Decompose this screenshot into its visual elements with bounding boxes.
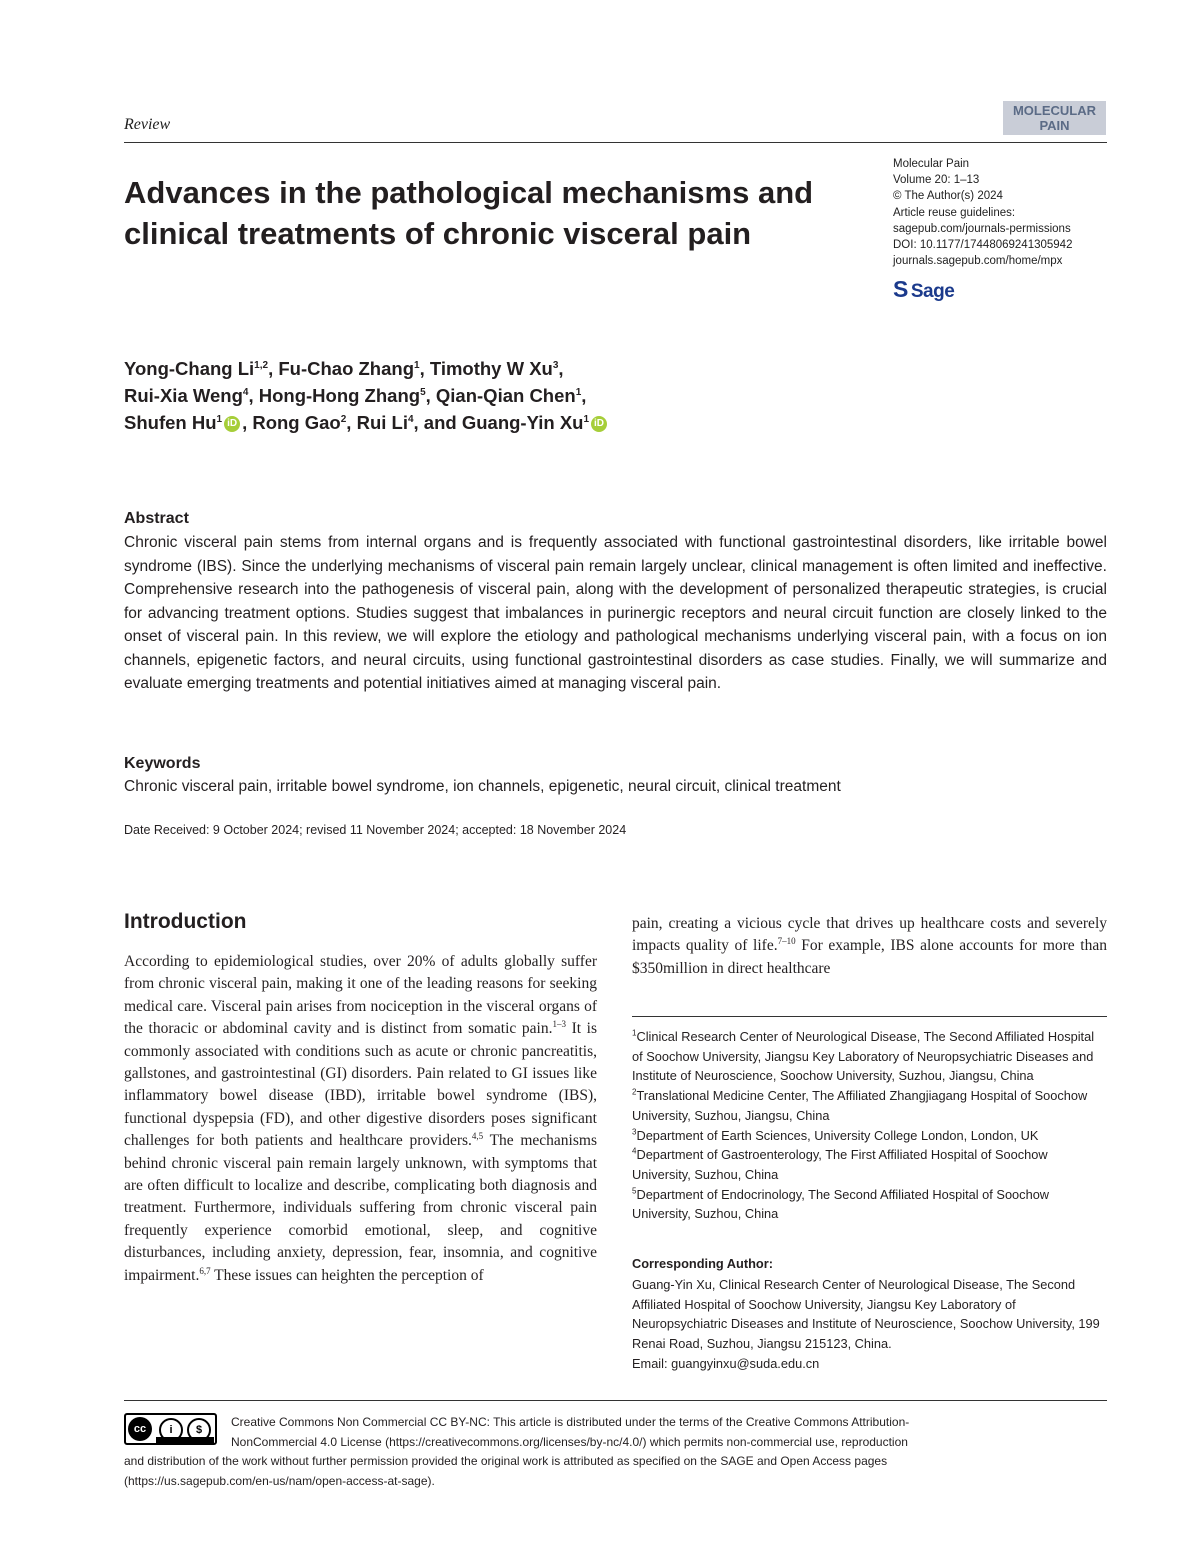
keywords-text: Chronic visceral pain, irritable bowel syndrome, ion channels, epigenetic, neural circuit, clinical treatment (124, 778, 841, 795)
citation-ref[interactable]: 4,5 (471, 1131, 484, 1142)
nc-icon: $ (187, 1418, 211, 1442)
author: Guang-Yin Xu$^1$ (461, 412, 590, 433)
publisher-logo: S Sage (893, 276, 955, 302)
affiliation-item: $^2$Translational Medicine Center, The Affiliated Zhangjiagang Hospital of Soochow University, Suzhou, Jiangsu, China (632, 1087, 1088, 1123)
author: Rui-Xia Weng$^4$ (124, 385, 249, 406)
body-column-left: According to epidemiological studies, over 20% of adults globally suffer from chronic visceral pain, making it one of the leading reasons for seeking medical care. Visceral pain arises from nociception in the visceral organs of the thoracic or abdominal cavity and is distinct from somatic pain.$^{1-3}$ It is commonly associated with conditions such as acute or chronic pancreatitis, gallstones, and gastrointestinal (GI) disorders. Pain related to GI issues like inflammatory bowel disease (IBD), irritable bowel syndrome (IBS), functional dyspepsia (FD), and other digestive disorders poses significant challenges for both patients and healthcare providers.$^{4,5}$ The mechanisms behind chronic visceral pain remain largely unknown, with symptoms that are often difficult to localize and describe, complicating both diagnosis and treatment. Furthermore, individuals suffering from chronic visceral pain frequently experience comorbid emotional, sleep, and cognitive disturbances, including anxiety, depression, fear, insomnia, and cognitive impairment.$^{6,7}$ These issues can heighten the perception of (124, 953, 597, 1284)
meta-doi[interactable]: DOI: 10.1177/17448069241305942 (893, 239, 1073, 252)
author-list: Yong-Chang Li$^{1,2}$, Fu-Chao Zhang$^1$, Timothy W Xu$^3$, Rui-Xia Weng$^4$, Hong-Hong Zhang$^5$, Qian-Qian Chen$^1$, Shufen Hu$^1$ iD , Rong Gao$^2$, Rui Li$^4$, and Guang-Yin Xu$^1$ iD (124, 355, 824, 436)
author: Timothy W Xu$^3$ (429, 358, 559, 379)
author: Rong Gao$^2$ (252, 412, 347, 433)
sage-s-icon: S (893, 276, 908, 302)
author: Hong-Hong Zhang$^5$ (258, 385, 426, 406)
corresponding-address: Guang-Yin Xu, Clinical Research Center of Neurological Disease, The Second Affiliated Hospital of Soochow University, Jiangsu Key Laboratory of Neuropsychiatric Diseases and Institute of Neuroscience, Soochow University, 199 Renai Road, Suzhou, Jiangsu 215123, China. (632, 1277, 1100, 1352)
affiliation-item: $^3$Department of Earth Sciences, University College London, London, UK (632, 1127, 1039, 1143)
meta-permissions-link[interactable]: sagepub.com/journals-permissions (893, 222, 1071, 235)
citation-ref[interactable]: 6,7 (199, 1265, 211, 1276)
license-divider (124, 1400, 1107, 1401)
abstract-text: Chronic visceral pain stems from internal organs and is frequently associated with functional gastrointestinal disorders, like irritable bowel syndrome (IBS). Since the underlying mechanisms of visceral pain remain largely unclear, clinical management is often limited and ineffective. Comprehensive research into the pathogenesis of visceral pain, along with the development of personalized therapeutic strategies, is crucial for advancing treatment options. Studies suggest that imbalances in purinergic receptors and neural circuit function are closely linked to the onset of visceral pain. In this review, we will explore the etiology and pathological mechanisms underlying visceral pain, with a focus on ion channels, epigenetic factors, and neural circuits, using functional gastrointestinal disorders as case studies. Finally, we will summarize and evaluate emerging treatments and potential initiatives aimed at managing visceral pain. (124, 534, 1107, 692)
affiliation-item: $^1$Clinical Research Center of Neurological Disease, The Second Affiliated Hospital of Soochow University, Jiangsu Key Laboratory of Neuropsychiatric Diseases and Institute of Neuroscience, Soochow University, Suzhou, Jiangsu, China (632, 1028, 1095, 1084)
license-link[interactable]: NonCommercial 4.0 License (https://creativecommons.org/licenses/by-nc/4.0/) which permits non-commercial use, reproduction (231, 1434, 908, 1449)
corresponding-heading: Corresponding Author: (632, 1256, 773, 1271)
abstract-heading: Abstract (124, 510, 189, 527)
author: Qian-Qian Chen$^1$ (435, 385, 582, 406)
open-access-link[interactable]: (https://us.sagepub.com/en-us/nam/open-access-at-sage). (124, 1473, 435, 1488)
affiliation-item: $^4$Department of Gastroenterology, The First Affiliated Hospital of Soochow University, Suzhou, China (632, 1146, 1048, 1182)
meta-home-link[interactable]: journals.sagepub.com/home/mpx (893, 255, 1063, 268)
meta-volume: Volume 20: 1–13 (893, 174, 980, 187)
license-text: Creative Commons Non Commercial CC BY-NC: This article is distributed under the terms of the Creative Commons Attribution- NonCommercial 4.0 License (https://creativecommons.org/licenses/by-nc/4.0/) which permits non-commercial use, reproduction and distribution of the work without further permission provided the original work is attributed as specified on the SAGE and Open Access pages (https://us.sagepub.com/en-us/nam/open-access-at-sage). (124, 1413, 1107, 1491)
affiliations (632, 1027, 1107, 1224)
journal-logo: MOLECULAR PAIN (1003, 101, 1106, 135)
corresponding-email[interactable]: Email: guangyinxu@suda.edu.cn (632, 1355, 820, 1371)
article-title: Advances in the pathological mechanisms and clinical treatments of chronic visceral pain (124, 175, 814, 251)
meta-copyright: © The Author(s) 2024 (893, 190, 1003, 203)
keywords-heading: Keywords (124, 755, 201, 772)
author: Fu-Chao Zhang$^1$ (278, 358, 420, 379)
by-icon: i (159, 1418, 183, 1442)
body-column-right: pain, creating a vicious cycle that drives up healthcare costs and severely impacts quality of life.$^{7-10}$ For example, IBS alone accounts for more than $350million in direct healthcare (632, 915, 1107, 977)
affiliations-divider (632, 1016, 1107, 1017)
journal-meta (893, 156, 1072, 269)
header-divider (124, 142, 1107, 143)
affiliation-item: $^5$Department of Endocrinology, The Second Affiliated Hospital of Soochow University, Suzhou, China (632, 1186, 1050, 1222)
article-dates: Date Received: 9 October 2024; revised 11 November 2024; accepted: 18 November 2024 (124, 823, 627, 837)
corresponding-author (632, 1275, 1107, 1374)
introduction-heading: Introduction (124, 910, 247, 933)
section-label: Review (124, 116, 171, 133)
author: Rui Li$^4$ (356, 412, 414, 433)
author: Yong-Chang Li$^{1,2}$ (124, 358, 269, 379)
orcid-icon[interactable]: iD (591, 416, 607, 432)
orcid-icon[interactable]: iD (224, 416, 240, 432)
cc-icon: cc (128, 1417, 152, 1441)
meta-journal: Molecular Pain (893, 158, 970, 170)
author: Shufen Hu$^1$ (124, 412, 223, 433)
citation-ref[interactable]: 1–3 (552, 1019, 566, 1030)
citation-ref[interactable]: 7–10 (777, 936, 796, 947)
meta-reuse: Article reuse guidelines: (893, 206, 1016, 219)
